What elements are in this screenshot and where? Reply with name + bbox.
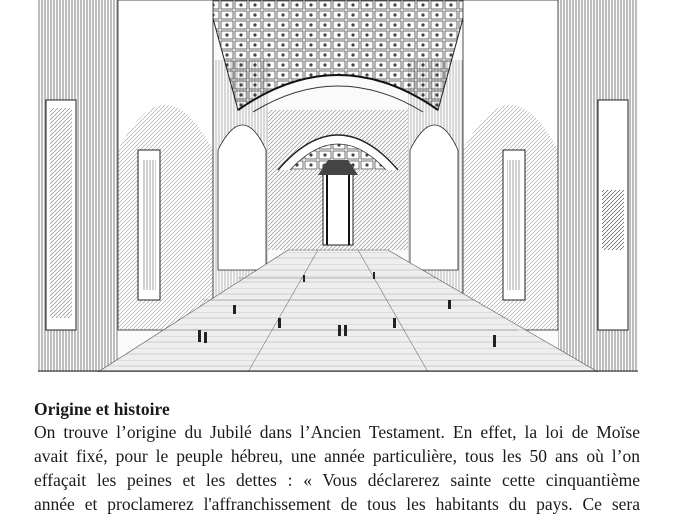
basilica-engraving: [38, 0, 638, 372]
paragraph-line: On trouve l’origine du Jubilé dans l’Ancien Testament. En effet, la loi de Moïse: [34, 422, 640, 442]
paragraph-line: année et proclamerez l'affranchissement de tous les habitants du pays. Ce sera: [34, 494, 640, 514]
article-body: [34, 398, 642, 516]
paragraph-line: avait fixé, pour le peuple hébreu, une année particulière, tous les 50 ans où l’on: [34, 446, 640, 466]
paragraph-line: effaçait les peines et les dettes : « Vous déclarerez sainte cette cinquantième: [34, 470, 640, 490]
section-heading: Origine et histoire: [34, 399, 170, 419]
